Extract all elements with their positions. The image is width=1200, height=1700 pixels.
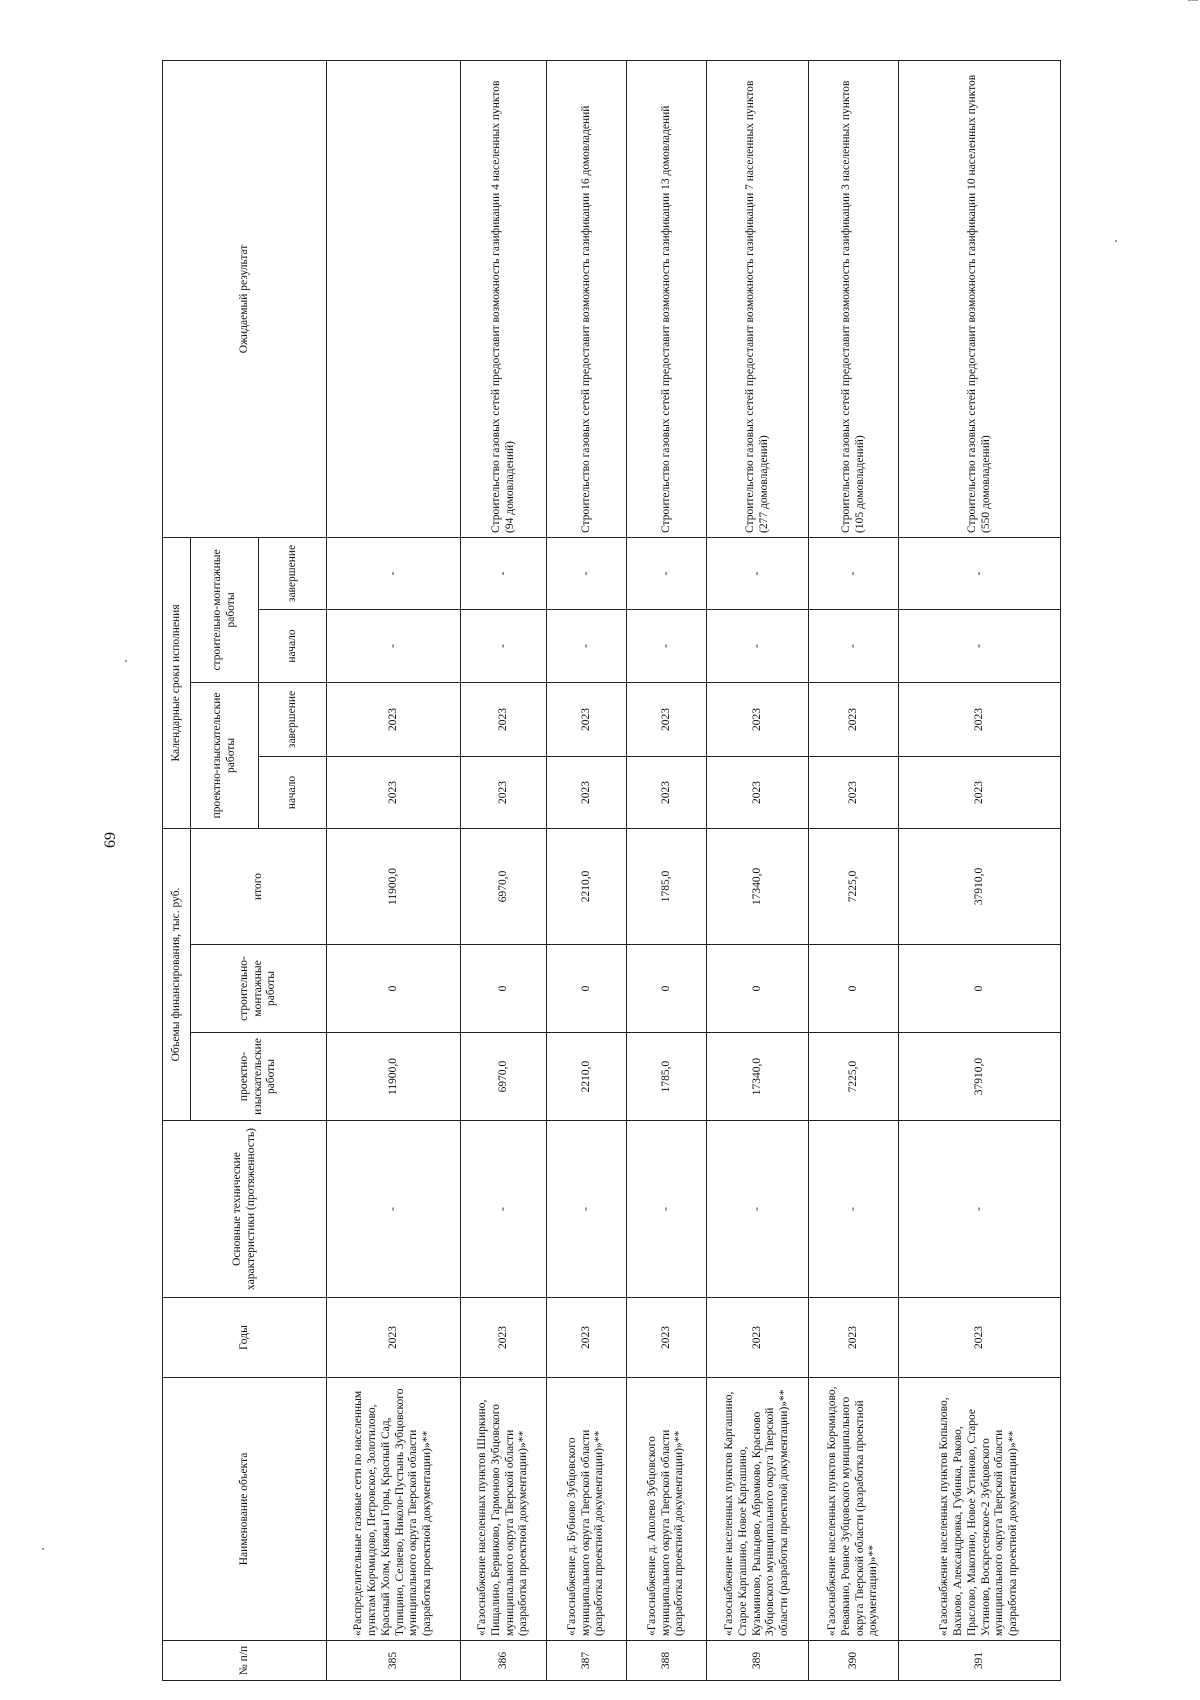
row-pir-end: 2023 — [461, 682, 547, 756]
row-name: «Газоснабжение населенных пунктов Корчмидово, Реваякино, Ровное Зубцовского муниципального округа Тверской области (разработка проектной документации)»** — [809, 1378, 899, 1641]
row-pir-end: 2023 — [809, 682, 899, 756]
header-smr-end: завершение — [259, 537, 327, 609]
scan-speck — [1115, 240, 1117, 242]
row-pir-end: 2023 — [627, 682, 707, 756]
row-num: 390 — [809, 1641, 899, 1681]
row-smr-end: - — [899, 537, 1061, 609]
row-num: 391 — [899, 1641, 1061, 1681]
row-smr: 0 — [809, 945, 899, 1033]
row-pir-end: 2023 — [547, 682, 627, 756]
row-result: Строительство газовых сетей предоставит возможность газификации 13 домовладений — [627, 60, 707, 537]
row-pir-end: 2023 — [899, 682, 1061, 756]
row-num: 388 — [627, 1641, 707, 1681]
header-calendar: Календарные сроки исполнения — [163, 537, 191, 828]
scan-speck — [42, 1548, 44, 1550]
header-pir-start: начало — [259, 756, 327, 828]
header-years: Годы — [163, 1298, 327, 1378]
row-smr-end: - — [327, 537, 461, 609]
header-result: Ожидаемый результат — [163, 60, 327, 537]
row-total: 1785,0 — [627, 828, 707, 944]
row-tech: - — [899, 1121, 1061, 1298]
row-smr-end: - — [707, 537, 809, 609]
table-row — [461, 60, 547, 1680]
row-smr-end: - — [627, 537, 707, 609]
table-row — [627, 60, 707, 1680]
row-pir: 7225,0 — [809, 1033, 899, 1121]
scan-speck — [125, 660, 127, 662]
row-smr-start: - — [809, 609, 899, 682]
row-smr: 0 — [461, 945, 547, 1033]
row-pir-start: 2023 — [627, 756, 707, 828]
row-pir: 11900,0 — [327, 1033, 461, 1121]
row-total: 6970,0 — [461, 828, 547, 944]
header-fund-total: итого — [191, 828, 327, 944]
row-tech: - — [809, 1121, 899, 1298]
header-cal-smr: строительно-монтажные работы — [191, 537, 259, 682]
scan-edge-mark — [1188, 0, 1198, 11]
row-total: 7225,0 — [809, 828, 899, 944]
table-row — [707, 60, 809, 1680]
row-pir: 37910,0 — [899, 1033, 1061, 1121]
row-pir-start: 2023 — [461, 756, 547, 828]
row-smr: 0 — [327, 945, 461, 1033]
row-smr-start: - — [461, 609, 547, 682]
row-name: «Газоснабжение д. Аполево Зубцовского муниципального округа Тверской области (разработка проектной документации)»** — [627, 1378, 707, 1641]
row-smr: 0 — [707, 945, 809, 1033]
row-years: 2023 — [461, 1298, 547, 1378]
row-pir: 6970,0 — [461, 1033, 547, 1121]
row-pir-end: 2023 — [707, 682, 809, 756]
row-num: 387 — [547, 1641, 627, 1681]
row-smr-end: - — [461, 537, 547, 609]
row-tech: - — [707, 1121, 809, 1298]
row-tech: - — [461, 1121, 547, 1298]
header-num: № п/п — [163, 1641, 327, 1681]
row-tech: - — [627, 1121, 707, 1298]
table-row — [899, 60, 1061, 1680]
row-num: 386 — [461, 1641, 547, 1681]
row-pir: 17340,0 — [707, 1033, 809, 1121]
row-smr-end: - — [809, 537, 899, 609]
row-name: «Газоснабжение д. Бубново Зубцовского муниципального округа Тверской области (разработка проектной документации)»** — [547, 1378, 627, 1641]
header-fund-pir: проектно-изыскательские работы — [191, 1033, 327, 1121]
row-name: «Газоснабжение населенных пунктов Копылово, Вахново, Александровка, Губинка, Раково, Праслово, Макотино, Новое Устиново, Старое Устиново, Воскресенское-2 Зубцовского муниципального округа Тверской области (разработка проектной документации)»** — [899, 1378, 1061, 1641]
row-name: «Распределительные газовые сети по населенным пунктам Корчмидово, Петровское, Золотилово, Красный Холм, Княжьи Горы, Красный Сад, Тупицино, Селяево, Николо-Пустынь Зубцовского муниципального округа Тверской области (разработка проектной документации)»** — [327, 1378, 461, 1641]
header-fund-smr: строительно-монтажные работы — [191, 945, 327, 1033]
objects-table — [162, 60, 1061, 1681]
header-funding: Объемы финансирования, тыс. руб. — [163, 828, 191, 1120]
row-pir: 2210,0 — [547, 1033, 627, 1121]
row-smr-start: - — [707, 609, 809, 682]
page-number: 69 — [102, 832, 119, 848]
row-result — [327, 60, 461, 537]
row-result: Строительство газовых сетей предоставит возможность газификации 16 домовладений — [547, 60, 627, 537]
row-pir-start: 2023 — [899, 756, 1061, 828]
row-name: «Газоснабжение населенных пунктов Каргашино, Старое Каргашино, Новое Каргашино, Кузьминово, Рыльцово, Абрамково, Красново Зубцовского муниципального округа Тверской области (разработка проектной документации)»** — [707, 1378, 809, 1641]
rotated-table-wrapper — [162, 61, 1060, 1681]
row-smr-start: - — [627, 609, 707, 682]
row-pir-start: 2023 — [707, 756, 809, 828]
header-name: Наименование объекта — [163, 1378, 327, 1641]
row-pir-start: 2023 — [547, 756, 627, 828]
row-total: 2210,0 — [547, 828, 627, 944]
row-smr: 0 — [899, 945, 1061, 1033]
header-smr-start: начало — [259, 609, 327, 682]
row-result: Строительство газовых сетей предоставит возможность газификации 7 населенных пунктов (277 домовладений) — [707, 60, 809, 537]
row-smr-end: - — [547, 537, 627, 609]
row-name: «Газоснабжение населенных пунктов Ширкино, Пищалино, Берниково, Гармоново Зубцовского муниципального округа Тверской области (разработка проектной документации)»** — [461, 1378, 547, 1641]
row-tech: - — [547, 1121, 627, 1298]
row-result: Строительство газовых сетей предоставит возможность газификации 10 населенных пунктов (550 домовладений) — [899, 60, 1061, 537]
row-years: 2023 — [547, 1298, 627, 1378]
table-row — [327, 60, 461, 1680]
row-smr: 0 — [627, 945, 707, 1033]
row-years: 2023 — [899, 1298, 1061, 1378]
header-tech: Основные технические характеристики (протяженность) — [163, 1121, 327, 1298]
row-years: 2023 — [627, 1298, 707, 1378]
row-years: 2023 — [707, 1298, 809, 1378]
row-total: 37910,0 — [899, 828, 1061, 944]
row-tech: - — [327, 1121, 461, 1298]
row-num: 385 — [327, 1641, 461, 1681]
row-smr: 0 — [547, 945, 627, 1033]
row-smr-start: - — [899, 609, 1061, 682]
row-pir-start: 2023 — [327, 756, 461, 828]
header-pir-end: завершение — [259, 682, 327, 756]
row-total: 17340,0 — [707, 828, 809, 944]
table-row — [809, 60, 899, 1680]
row-pir-end: 2023 — [327, 682, 461, 756]
row-smr-start: - — [547, 609, 627, 682]
row-pir: 1785,0 — [627, 1033, 707, 1121]
row-result: Строительство газовых сетей предоставит возможность газификации 4 населенных пунктов (94 домовладений) — [461, 60, 547, 537]
header-cal-pir: проектно-изыскательские работы — [191, 682, 259, 828]
row-total: 11900,0 — [327, 828, 461, 944]
row-pir-start: 2023 — [809, 756, 899, 828]
row-years: 2023 — [327, 1298, 461, 1378]
row-years: 2023 — [809, 1298, 899, 1378]
row-result: Строительство газовых сетей предоставит возможность газификации 3 населенных пунктов (105 домовладений) — [809, 60, 899, 537]
row-smr-start: - — [327, 609, 461, 682]
table-row — [547, 60, 627, 1680]
row-num: 389 — [707, 1641, 809, 1681]
